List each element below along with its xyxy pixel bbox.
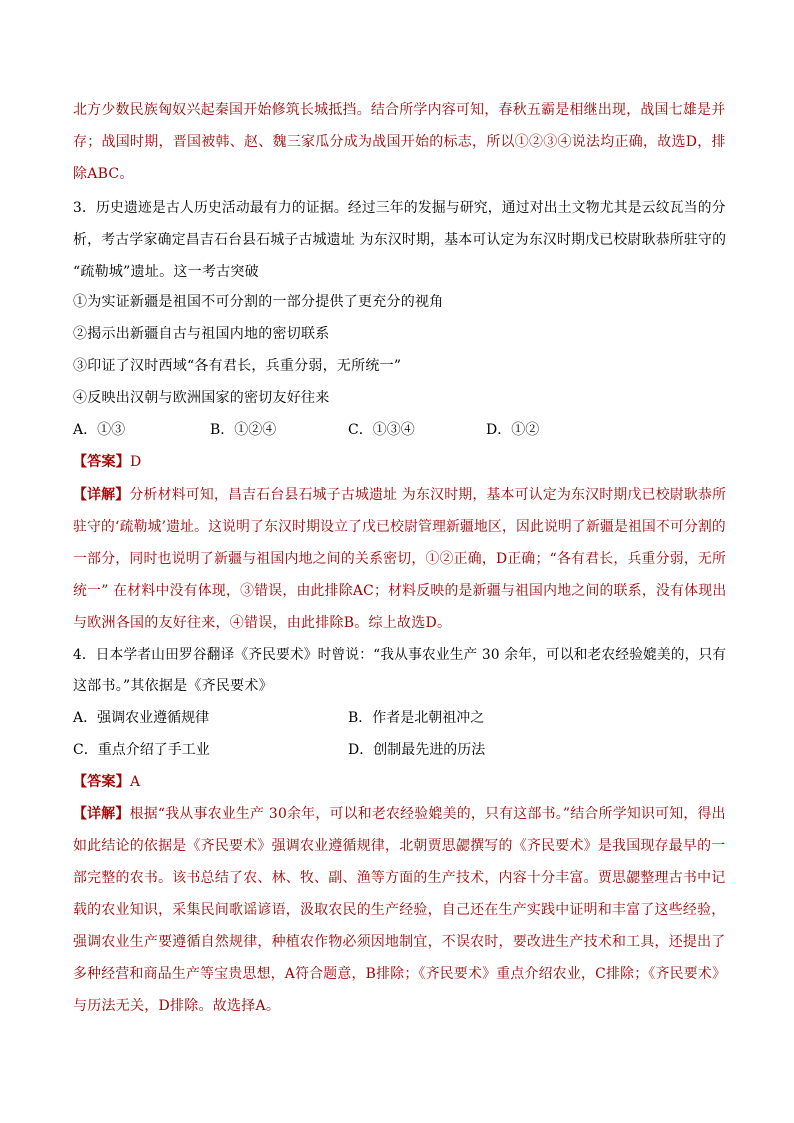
q4-detail-line: 载的农业知识，采集民间歌谣谚语，汲取农民的生产经验，自己还在生产实践中证明和丰富了这些经验， <box>73 902 726 918</box>
q3-answer <box>73 452 141 472</box>
q3-option-c: C．①③④ <box>348 422 415 438</box>
q4-option-c: C．重点介绍了手工业 <box>73 742 210 758</box>
q3-detail-line: 一部分，同时也说明了新疆与祖国内地之间的关系密切，①②正确，D正确；“各有君长，兵重分弱，无所 <box>73 551 727 567</box>
q4-answer <box>73 772 140 792</box>
answer-tag: 【答案】 <box>73 774 130 790</box>
q2-detail-line: 北方少数民族匈奴兴起秦国开始修筑长城抵挡。结合所学内容可知，春秋五霸是相继出现，战国七雄是并 <box>73 102 726 118</box>
q3-detail-line: 驻守的‘疏勒城’遗址。这说明了东汉时期设立了戊已校尉管理新疆地区，因此说明了新疆是祖国不可分割的 <box>73 519 726 535</box>
q2-detail-line: 除ABC。 <box>73 166 134 182</box>
q3-statement: ③印证了汉时西域“各有君长，兵重分弱，无所统一” <box>73 358 402 374</box>
answer-value: A <box>130 774 141 790</box>
q4-option-b: B．作者是北朝祖冲之 <box>348 710 485 726</box>
answer-value: D <box>130 454 142 470</box>
q3-detail-line <box>73 485 726 505</box>
q4-detail-line: 如此结论的依据是《齐民要术》强调农业遵循规律，北朝贾思勰撰写的《齐民要术》是我国现存最早的一 <box>73 838 726 854</box>
q2-detail-line: 存；战国时期，晋国被韩、赵、魏三家瓜分成为战国开始的标志，所以①②③④说法均正确，故选D，排 <box>73 134 726 150</box>
detail-tag: 【详解】 <box>73 806 130 822</box>
answer-tag: 【答案】 <box>73 454 130 470</box>
q3-detail-line: 统一” 在材料中没有体现，③错误，由此排除AC；材料反映的是新疆与祖国内地之间的联系，没有体现出 <box>73 583 727 599</box>
q4-detail-line <box>73 804 726 824</box>
q4-detail-line: 多种经营和商品生产等宝贵思想，A符合题意，B排除；《齐民要术》重点介绍农业，C排除；《齐民要术》 <box>73 966 727 982</box>
q3-stem-line: “疏勒城”遗址。这一考古突破 <box>73 264 259 280</box>
q3-statement: ④反映出汉朝与欧洲国家的密切友好往来 <box>73 390 330 406</box>
q4-detail-line: 部完整的农书。该书总结了农、林、牧、副、渔等方面的生产技术，内容十分丰富。贾思勰整理古书中记 <box>73 870 726 886</box>
q4-detail-line: 与历法无关，D排除。故选择A。 <box>73 998 281 1014</box>
q3-stem-line: 析，考古学家确定昌吉石台县石城子古城遗址 为东汉时期，基本可认定为东汉时期戊已校尉耿恭所驻守的 <box>73 232 727 248</box>
q3-option-a: A．①③ <box>73 422 126 438</box>
q3-statement: ①为实证新疆是祖国不可分割的一部分提供了更充分的视角 <box>73 294 444 310</box>
q3-detail-line: 与欧洲各国的友好往来，④错误，由此排除B。综上故选D。 <box>73 615 452 631</box>
detail-tag: 【详解】 <box>73 487 130 503</box>
q4-option-a: A．强调农业遵循规律 <box>73 710 210 726</box>
q4-stem-line: 这部书。”其依据是《齐民要术》 <box>73 678 273 694</box>
q3-option-b: B．①②④ <box>210 422 277 438</box>
detail-text: 分析材料可知，昌吉石台县石城子古城遗址 为东汉时期，基本可认定为东汉时期戊已校尉耿恭所 <box>129 487 727 503</box>
q4-option-d: D．创制最先进的历法 <box>348 742 486 758</box>
q4-detail-line: 强调农业生产要遵循自然规律，种植农作物必须因地制宜，不误农时，要改进生产技术和工具，还提出了 <box>73 934 726 950</box>
q3-statement: ②揭示出新疆自古与祖国内地的密切联系 <box>73 326 330 342</box>
q3-option-d: D．①② <box>486 422 540 438</box>
q4-stem-line: 4．日本学者山田罗谷翻译《齐民要术》时曾说：“我从事农业生产 30 余年，可以和老农经验媲美的，只有 <box>73 647 727 663</box>
detail-text: 根据“我从事农业生产 30余年，可以和老农经验媲美的，只有这部书。”结合所学知识可知，得出 <box>129 806 726 822</box>
q3-stem-line: 3．历史遗迹是古人历史活动最有力的证据。经过三年的发掘与研究，通过对出土文物尤其是云纹瓦当的分 <box>73 200 726 216</box>
